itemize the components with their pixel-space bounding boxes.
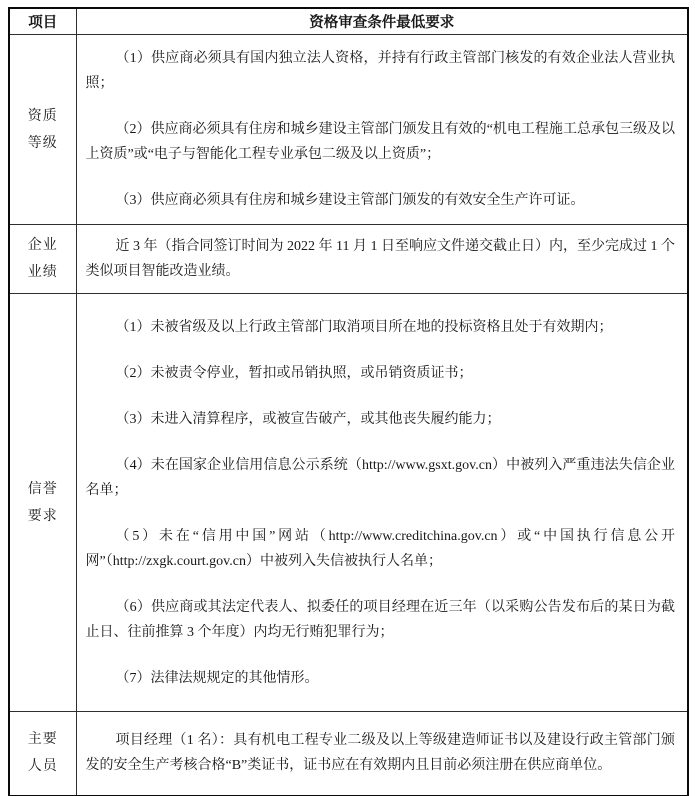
row-label-line: 人员 bbox=[27, 759, 58, 775]
requirement-paragraph: 项目经理（1 名）：具有机电工程专业二级及以上等级建造师证书以及建设行政主管部门颁发的安全生产考核合格“B”类证书，证书应在有效期内且目前必须注册在供应商单位。 bbox=[85, 733, 675, 774]
requirement-paragraph: （6）供应商或其法定代表人、拟委任的项目经理在近三年（以采购公告发布后的某日为截止日、往前推算 3 个年度）内均无行贿犯罪行为； bbox=[85, 599, 675, 640]
requirement-paragraph: （2）未被责令停业，暂扣或吊销执照，或吊销资质证书； bbox=[115, 365, 473, 381]
row-content-enterprise-performance bbox=[76, 225, 688, 294]
requirement-paragraph: 近 3 年（指合同签订时间为 2022 年 11 月 1 日至响应文件递交截止日）内，至少完成过 1 个类似项目智能改造业绩。 bbox=[85, 239, 675, 279]
requirement-paragraph: （7）法律法规规定的其他情形。 bbox=[115, 670, 319, 686]
table-row-qualification-level bbox=[9, 35, 688, 225]
table-row-reputation-requirements bbox=[9, 294, 688, 712]
table-row-enterprise-performance bbox=[9, 225, 688, 294]
row-content-key-personnel bbox=[76, 712, 688, 796]
requirement-paragraph: （4）未在国家企业信用信息公示系统（http://www.gsxt.gov.cn）中被列入严重违法失信企业名单； bbox=[85, 457, 675, 498]
row-label-line: 企业 bbox=[27, 238, 58, 253]
row-label-qualification-level bbox=[9, 35, 76, 225]
requirement-paragraph: （1）未被省级及以上行政主管部门取消项目所在地的投标资格且处于有效期内； bbox=[115, 319, 613, 335]
row-content-qualification-level bbox=[76, 35, 688, 225]
qualification-review-table bbox=[8, 7, 689, 796]
table-row-key-personnel bbox=[9, 712, 688, 796]
header-item-column: 项目 bbox=[9, 8, 76, 35]
row-label-line: 等级 bbox=[27, 135, 58, 151]
header-requirement-column: 资格审查条件最低要求 bbox=[76, 8, 688, 35]
table-header-row bbox=[9, 8, 688, 35]
row-content-reputation-requirements bbox=[76, 294, 688, 712]
requirement-paragraph: （2）供应商必须具有住房和城乡建设主管部门颁发且有效的“机电工程施工总承包三级及以上资质”或“电子与智能化工程专业承包二级及以上资质”； bbox=[85, 122, 675, 162]
row-label-line: 要求 bbox=[27, 508, 58, 524]
requirement-paragraph: （3）供应商必须具有住房和城乡建设主管部门颁发的有效安全生产许可证。 bbox=[115, 193, 585, 208]
requirement-paragraph: （5）未在“信用中国”网站（http://www.creditchina.gov.cn）或“中国执行信息公开网”（http://zxgk.court.gov.cn）中被列入失信被执行人名单； bbox=[85, 528, 675, 569]
row-label-line: 资质 bbox=[27, 108, 58, 124]
row-label-reputation-requirements bbox=[9, 294, 76, 712]
row-label-enterprise-performance bbox=[9, 225, 76, 294]
row-label-line: 信誉 bbox=[27, 481, 58, 497]
row-label-line: 主要 bbox=[27, 732, 58, 748]
requirement-paragraph: （1）供应商必须具有国内独立法人资格，并持有行政主管部门核发的有效企业法人营业执照； bbox=[85, 51, 675, 91]
row-label-line: 业绩 bbox=[27, 265, 58, 280]
requirement-paragraph: （3）未进入清算程序，或被宣告破产，或其他丧失履约能力； bbox=[115, 411, 501, 427]
row-label-key-personnel bbox=[9, 712, 76, 796]
